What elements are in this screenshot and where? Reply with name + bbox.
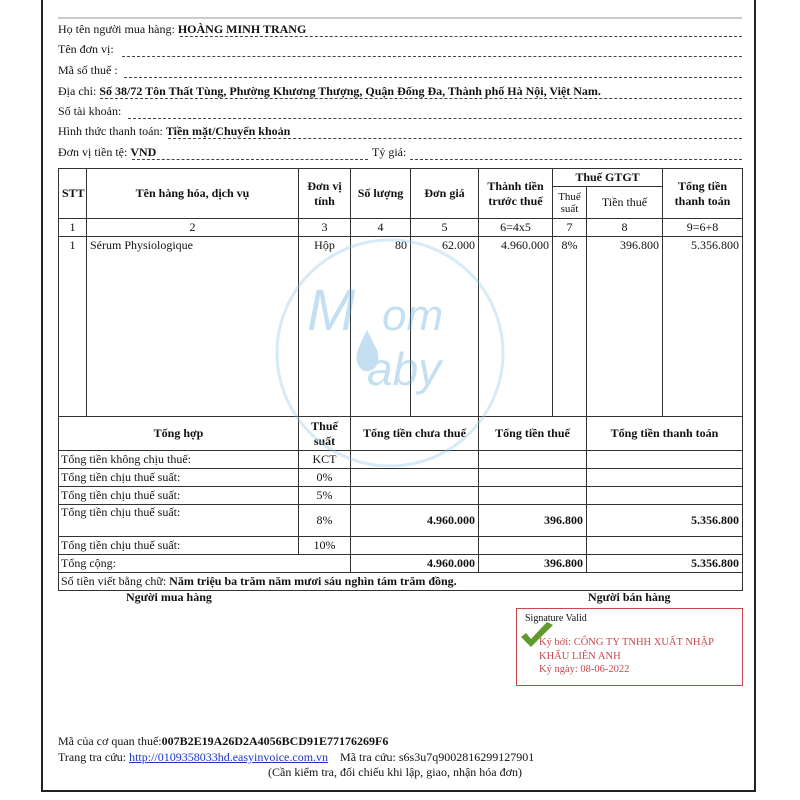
summary-row — [59, 487, 743, 505]
header-total: Tổng tiền thanh toán — [663, 169, 743, 219]
grand-total-label: Tổng cộng: — [59, 555, 351, 573]
summary-row — [59, 537, 743, 555]
item-price: 62.000 — [411, 237, 479, 417]
dotted-line — [122, 42, 742, 57]
tax-code-row — [58, 734, 388, 749]
label: Trang tra cứu: — [58, 750, 127, 764]
summary-rate: 10% — [299, 537, 351, 555]
summary-rate: 8% — [299, 505, 351, 537]
summary-header-label: Tổng hợp — [59, 417, 299, 451]
tax-authority-code: 007B2E19A26D2A4056BCD91E77176269F6 — [161, 734, 389, 748]
summary-label: Tổng tiền chịu thuế suất: — [59, 537, 299, 555]
buyer-name: HOÀNG MINH TRANG — [177, 22, 307, 36]
grand-vat: 396.800 — [479, 555, 587, 573]
summary-total — [587, 469, 743, 487]
index-cell: 8 — [587, 219, 663, 237]
index-cell: 9=6+8 — [663, 219, 743, 237]
buyer-address: Số 38/72 Tôn Thất Tùng, Phường Khương Thượng, Quận Đống Đa, Thành phố Hà Nội, Việt Nam. — [99, 84, 601, 98]
svg-text:aby: aby — [367, 343, 442, 395]
digital-signature-box — [516, 608, 743, 686]
header-unit: Đơn vị tính — [299, 169, 351, 219]
item-stt: 1 — [59, 237, 87, 417]
label: Mã số thuế : — [58, 63, 118, 77]
label: Hình thức thanh toán: — [58, 124, 163, 138]
label: Địa chỉ: — [58, 84, 97, 98]
grand-total-row — [59, 555, 743, 573]
summary-total — [587, 487, 743, 505]
amount-in-words: Năm triệu ba trăm năm mươi sáu nghìn tám trăm đồng. — [169, 574, 457, 588]
grand-total: 5.356.800 — [587, 555, 743, 573]
label: Mã tra cứu: — [340, 750, 396, 764]
summary-pretax — [351, 469, 479, 487]
summary-header-pretax: Tổng tiền chưa thuế — [351, 417, 479, 451]
currency: VND — [130, 145, 157, 159]
dotted-line — [177, 22, 742, 37]
lookup-row — [58, 750, 534, 765]
seller-signature-label: Người bán hàng — [588, 590, 671, 604]
summary-pretax — [351, 537, 479, 555]
tax-row — [58, 63, 118, 81]
summary-pretax: 4.960.000 — [351, 505, 479, 537]
label: Đơn vị tiền tệ: — [58, 145, 128, 159]
dotted-line — [165, 124, 742, 139]
item-qty: 80 — [351, 237, 411, 417]
index-cell: 6=4x5 — [479, 219, 553, 237]
header-vat-amount: Tiền thuế — [587, 187, 663, 219]
footer-note: (Cần kiểm tra, đối chiếu khi lập, giao, nhận hóa đơn) — [268, 765, 522, 779]
dotted-line — [124, 63, 742, 78]
summary-label: Tổng tiền chịu thuế suất: — [59, 469, 299, 487]
summary-label: Tổng tiền không chịu thuế: — [59, 451, 299, 469]
summary-rate: KCT — [299, 451, 351, 469]
watermark-logo — [272, 235, 508, 471]
index-cell: 2 — [87, 219, 299, 237]
dotted-line — [410, 145, 742, 160]
summary-pretax — [351, 487, 479, 505]
words-label: Số tiền viết bằng chữ: — [61, 574, 167, 588]
summary-label: Tổng tiền chịu thuế suất: — [59, 505, 299, 537]
summary-vat — [479, 487, 587, 505]
summary-total: 5.356.800 — [587, 505, 743, 537]
item-rate: 8% — [553, 237, 587, 417]
summary-rate: 0% — [299, 469, 351, 487]
summary-rate: 5% — [299, 487, 351, 505]
rate-label: Tỷ giá: — [372, 145, 407, 159]
svg-text:M: M — [307, 278, 356, 343]
index-cell: 1 — [59, 219, 87, 237]
summary-vat — [479, 537, 587, 555]
item-name: Sérum Physiologique — [87, 237, 299, 417]
label: Số tài khoản: — [58, 104, 122, 118]
summary-vat — [479, 469, 587, 487]
item-pretax: 4.960.000 — [479, 237, 553, 417]
lookup-link[interactable]: http://0109358033hd.easyinvoice.com.vn — [129, 750, 329, 764]
dotted-line — [128, 104, 742, 119]
header-rate: Thuế suất — [553, 187, 587, 219]
index-cell: 3 — [299, 219, 351, 237]
label: Mã của cơ quan thuế: — [58, 734, 162, 748]
amount-in-words-row — [59, 573, 743, 591]
summary-total — [587, 451, 743, 469]
dotted-line — [132, 145, 368, 160]
header-stt: STT — [59, 169, 87, 219]
header-pretax: Thành tiền trước thuế — [479, 169, 553, 219]
summary-label: Tổng tiền chịu thuế suất: — [59, 487, 299, 505]
divider — [58, 17, 742, 19]
signature-valid: Signature Valid — [525, 613, 587, 624]
index-cell: 5 — [411, 219, 479, 237]
grand-pretax: 4.960.000 — [351, 555, 479, 573]
header-vat: Thuế GTGT — [553, 169, 663, 187]
header-price: Đơn giá — [411, 169, 479, 219]
buyer-signature-label: Người mua hàng — [126, 590, 212, 604]
index-cell: 4 — [351, 219, 411, 237]
label: Tên đơn vị: — [58, 42, 114, 56]
svg-text:om: om — [382, 291, 444, 340]
summary-header-total: Tổng tiền thanh toán — [587, 417, 743, 451]
summary-row — [59, 469, 743, 487]
header-name: Tên hàng hóa, dịch vụ — [87, 169, 299, 219]
signed-by: Ký bởi: CÔNG TY TNHH XUẤT NHẬP KHẨU LIÊN ANH — [539, 637, 714, 662]
unit-row — [58, 42, 114, 60]
account-row — [58, 104, 121, 122]
summary-header-rate: Thuế suất — [299, 417, 351, 451]
summary-total — [587, 537, 743, 555]
index-row — [59, 219, 743, 237]
search-code: s6s3u7q9002816299127901 — [398, 750, 535, 764]
header-qty: Số lượng — [351, 169, 411, 219]
summary-header-vat: Tổng tiền thuế — [479, 417, 587, 451]
item-unit: Hộp — [299, 237, 351, 417]
item-total: 5.356.800 — [663, 237, 743, 417]
index-cell: 7 — [553, 219, 587, 237]
signed-date: Ký ngày: 08-06-2022 — [539, 664, 630, 675]
summary-row — [59, 505, 743, 537]
label: Họ tên người mua hàng: — [58, 22, 175, 36]
item-vat-amount: 396.800 — [587, 237, 663, 417]
summary-vat: 396.800 — [479, 505, 587, 537]
dotted-line — [100, 84, 742, 99]
payment-method: Tiền mặt/Chuyển khoản — [165, 124, 291, 138]
